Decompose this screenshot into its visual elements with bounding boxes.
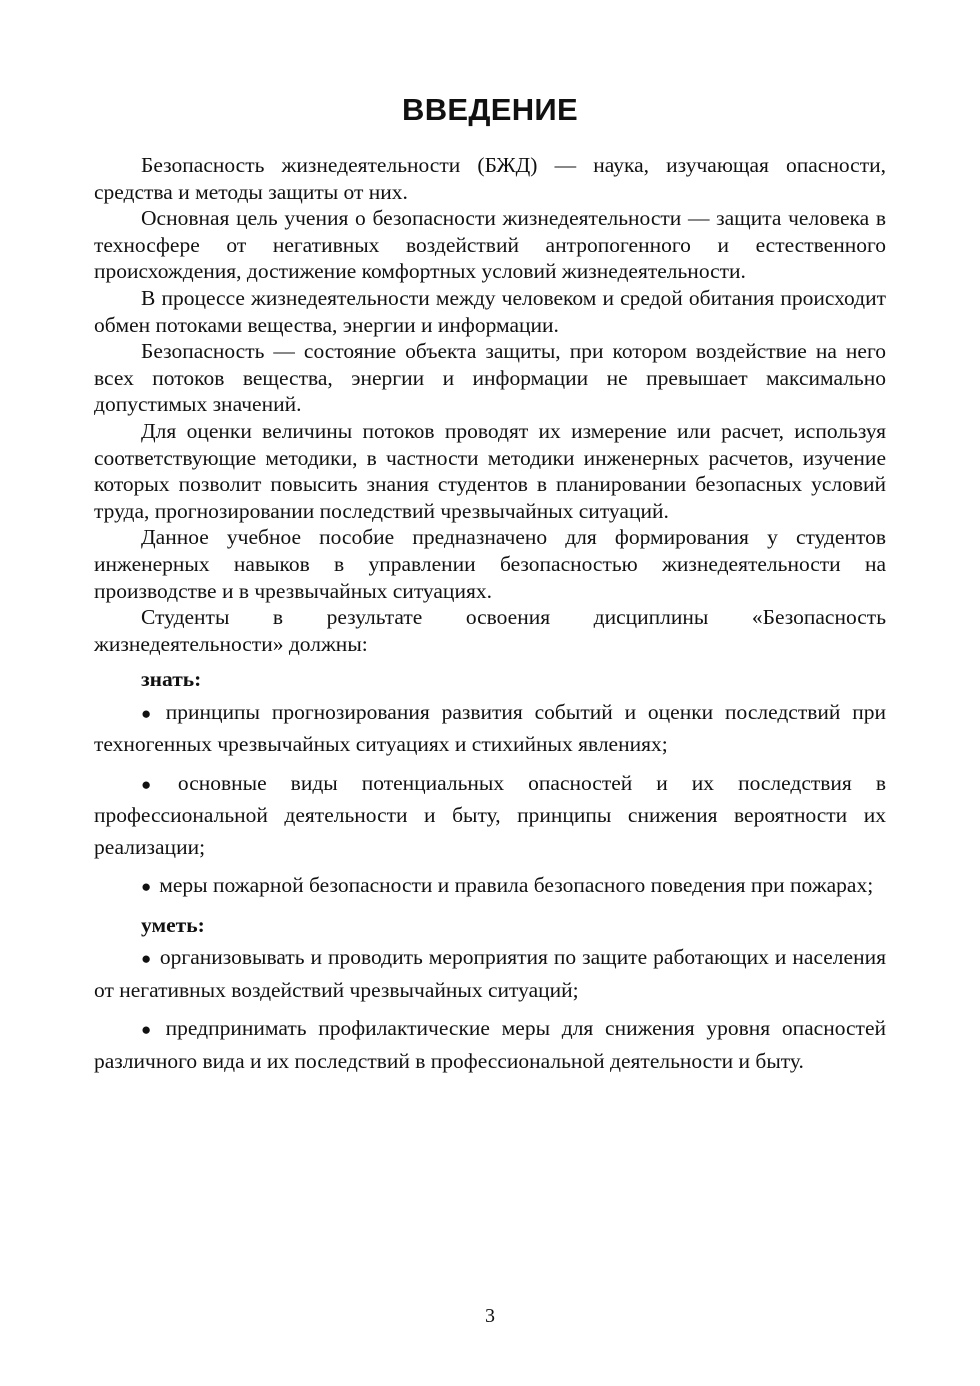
list-item: [94, 1013, 886, 1077]
list-item-text: меры пожарной безопасности и правила безопасного поведения при пожарах;: [159, 873, 874, 898]
bullet-icon: ●: [141, 877, 152, 897]
list-item-text: основные виды потенциальных опасностей и их последствия в профессиональной деятельности и быту, принципы снижения вероятности их реализации;: [94, 770, 886, 859]
list-item-text: предпринимать профилактические меры для снижения уровня опасностей различного вида и их последствий в профессиональной деятельности и быту.: [94, 1016, 886, 1073]
can-section-label: уметь:: [141, 912, 205, 937]
list-item: [94, 870, 886, 903]
list-item-text: организовывать и проводить мероприятия по защите работающих и населения от негативных воздействий чрезвычайных ситуаций;: [94, 945, 886, 1002]
list-item: [94, 697, 886, 761]
bullet-icon: ●: [141, 774, 170, 794]
list-item: [94, 768, 886, 864]
paragraph: В процессе жизнедеятельности между человеком и средой обитания происходит обмен потоками вещества, энергии и информации.: [94, 285, 886, 337]
list-item-text: принципы прогнозирования развития событий и оценки последствий при техногенных чрезвычайных ситуациях и стихийных явлениях;: [94, 699, 886, 757]
page-number: 3: [485, 1305, 495, 1327]
document-page: [94, 90, 886, 1084]
paragraph: Данное учебное пособие предназначено для формирования у студентов инженерных навыков в управлении безопасностью жизнедеятельности на производстве и в чрезвычайных ситуациях.: [94, 525, 886, 603]
bullet-icon: ●: [141, 1020, 158, 1040]
list-item: [94, 942, 886, 1006]
paragraph: Для оценки величины потоков проводят их измерение или расчет, используя соответствующие методики, в частности методики инженерных расчетов, изучение которых позволит повысить знания студентов в планировании безопасных условий труда, прогнозировании последствий чрезвычайных ситуаций.: [94, 418, 886, 523]
paragraph: Безопасность — состояние объекта защиты, при котором воздействие на него всех потоков вещества, энергии и информации не превышает максимально допустимых значений.: [94, 339, 886, 417]
know-section-label: знать:: [141, 667, 202, 692]
page-title: ВВЕДЕНИЕ: [402, 92, 578, 127]
paragraph: Студенты в результате освоения дисциплины «Безопасность жизнедеятельности» должны:: [94, 605, 886, 656]
paragraph: Основная цель учения о безопасности жизнедеятельности — защита человека в техносфере от негативных воздействий антропогенного и естественного происхождения, достижение комфортных условий жизнедеятельности.: [94, 206, 886, 284]
bullet-icon: ●: [141, 949, 152, 969]
bullet-icon: ●: [141, 703, 158, 723]
paragraph: Безопасность жизнедеятельности (БЖД) — наука, изучающая опасности, средства и методы защиты от них.: [94, 153, 886, 204]
